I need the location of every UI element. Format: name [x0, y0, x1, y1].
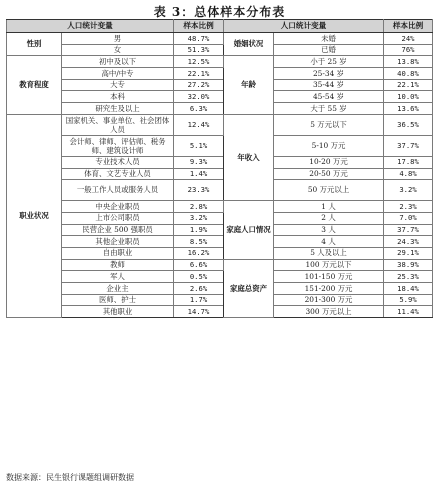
- row-value: 51.3%: [174, 44, 224, 56]
- row-label: 1 人: [274, 201, 384, 213]
- row-value: 36.5%: [384, 114, 433, 135]
- row-label: 教师: [62, 259, 174, 271]
- row-label: 女: [62, 44, 174, 56]
- row-value: 38.9%: [384, 259, 433, 271]
- row-label: 国家机关、事业单位、社会团体人员: [62, 114, 174, 135]
- row-label: 4 人: [274, 236, 384, 248]
- row-value: 16.2%: [174, 247, 224, 259]
- row-label: 研究生及以上: [62, 103, 174, 115]
- row-value: 27.2%: [174, 79, 224, 91]
- row-value: 24%: [384, 33, 433, 45]
- row-value: 18.4%: [384, 283, 433, 295]
- row-label: 151-200 万元: [274, 283, 384, 295]
- header-variable-left: 人口统计变量: [7, 20, 174, 33]
- row-label: 本科: [62, 91, 174, 103]
- row-value: 12.5%: [174, 56, 224, 68]
- row-value: 0.5%: [174, 271, 224, 283]
- table-row: [7, 180, 433, 201]
- table-header-row: [7, 20, 433, 33]
- row-value: 13.6%: [384, 103, 433, 115]
- row-value: 29.1%: [384, 247, 433, 259]
- row-value: 24.3%: [384, 236, 433, 248]
- row-label: 高中/中专: [62, 68, 174, 80]
- group-education: 教育程度: [7, 56, 62, 114]
- row-label: 专业技术人员: [62, 156, 174, 168]
- row-label: 男: [62, 33, 174, 45]
- row-label: 已婚: [274, 44, 384, 56]
- table-row: [7, 201, 433, 213]
- row-value: 9.3%: [174, 156, 224, 168]
- group-age: 年龄: [224, 56, 274, 114]
- row-label: 军人: [62, 271, 174, 283]
- row-label: 201-300 万元: [274, 294, 384, 306]
- row-label: 35-44 岁: [274, 79, 384, 91]
- row-label: 体育、文艺专业人员: [62, 168, 174, 180]
- group-gender: 性别: [7, 33, 62, 56]
- row-value: 11.4%: [384, 306, 433, 318]
- header-ratio-right: 样本比例: [384, 20, 433, 33]
- table-row: [7, 283, 433, 295]
- table-row: [7, 156, 433, 168]
- header-variable-right: 人口统计变量: [224, 20, 384, 33]
- row-value: 4.8%: [384, 168, 433, 180]
- row-label: 20-50 万元: [274, 168, 384, 180]
- row-label: 一般工作人员或服务人员: [62, 180, 174, 201]
- header-ratio-left: 样本比例: [174, 20, 224, 33]
- table-row: [7, 33, 433, 45]
- row-label: 5 人及以上: [274, 247, 384, 259]
- table-row: [7, 56, 433, 68]
- row-label: 3 人: [274, 224, 384, 236]
- row-value: 2.6%: [174, 283, 224, 295]
- data-source-note: 数据来源：民生银行课题组调研数据: [6, 473, 134, 482]
- row-value: 5.9%: [384, 294, 433, 306]
- row-label: 企业主: [62, 283, 174, 295]
- group-marital: 婚姻状况: [224, 33, 274, 56]
- row-value: 13.8%: [384, 56, 433, 68]
- table-row: [7, 247, 433, 259]
- row-label: 5-10 万元: [274, 135, 384, 156]
- row-value: 5.1%: [174, 135, 224, 156]
- sample-distribution-table: [6, 19, 433, 318]
- table-row: [7, 91, 433, 103]
- row-value: 37.7%: [384, 224, 433, 236]
- row-value: 22.1%: [384, 79, 433, 91]
- row-label: 45-54 岁: [274, 91, 384, 103]
- row-value: 10.0%: [384, 91, 433, 103]
- row-value: 14.7%: [174, 306, 224, 318]
- table-row: [7, 135, 433, 156]
- table-caption: 表 3：总体样本分布表: [153, 5, 286, 19]
- row-label: 初中及以下: [62, 56, 174, 68]
- row-value: 3.2%: [174, 212, 224, 224]
- row-value: 6.3%: [174, 103, 224, 115]
- row-label: 民营企业 500 强职员: [62, 224, 174, 236]
- table-row: [7, 224, 433, 236]
- row-value: 7.0%: [384, 212, 433, 224]
- row-value: 76%: [384, 44, 433, 56]
- row-value: 2.3%: [384, 201, 433, 213]
- row-label: 25-34 岁: [274, 68, 384, 80]
- table-row: [7, 271, 433, 283]
- row-label: 医师、护士: [62, 294, 174, 306]
- group-occupation: 职业状况: [7, 114, 62, 317]
- row-label: 10-20 万元: [274, 156, 384, 168]
- table-row: [7, 103, 433, 115]
- row-value: 12.4%: [174, 114, 224, 135]
- row-label: 上市公司职员: [62, 212, 174, 224]
- row-label: 2 人: [274, 212, 384, 224]
- table-row: [7, 236, 433, 248]
- row-label: 大专: [62, 79, 174, 91]
- row-value: 3.2%: [384, 180, 433, 201]
- group-income: 年收入: [224, 114, 274, 200]
- row-value: 37.7%: [384, 135, 433, 156]
- row-label: 其他职业: [62, 306, 174, 318]
- row-value: 17.8%: [384, 156, 433, 168]
- row-value: 6.6%: [174, 259, 224, 271]
- row-value: 48.7%: [174, 33, 224, 45]
- row-label: 300 万元以上: [274, 306, 384, 318]
- row-value: 1.4%: [174, 168, 224, 180]
- row-label: 5 万元以下: [274, 114, 384, 135]
- table-row: [7, 294, 433, 306]
- row-value: 25.3%: [384, 271, 433, 283]
- table-row: [7, 212, 433, 224]
- row-label: 自由职业: [62, 247, 174, 259]
- row-value: 1.9%: [174, 224, 224, 236]
- table-row: [7, 79, 433, 91]
- table-row: [7, 168, 433, 180]
- row-label: 大于 55 岁: [274, 103, 384, 115]
- row-value: 2.8%: [174, 201, 224, 213]
- row-value: 22.1%: [174, 68, 224, 80]
- row-value: 40.8%: [384, 68, 433, 80]
- row-label: 50 万元以上: [274, 180, 384, 201]
- row-value: 32.0%: [174, 91, 224, 103]
- table-row: [7, 44, 433, 56]
- table-row: [7, 259, 433, 271]
- row-value: 1.7%: [174, 294, 224, 306]
- table-row: [7, 306, 433, 318]
- row-label: 未婚: [274, 33, 384, 45]
- table-row: [7, 114, 433, 135]
- row-label: 100 万元以下: [274, 259, 384, 271]
- row-label: 小于 25 岁: [274, 56, 384, 68]
- row-label: 会计师、律师、评估师、税务师、建筑设计师: [62, 135, 174, 156]
- row-label: 101-150 万元: [274, 271, 384, 283]
- row-label: 其他企业职员: [62, 236, 174, 248]
- row-label: 中央企业职员: [62, 201, 174, 213]
- row-value: 8.5%: [174, 236, 224, 248]
- group-household: 家庭人口情况: [224, 201, 274, 259]
- group-assets: 家庭总资产: [224, 259, 274, 317]
- table-row: [7, 68, 433, 80]
- row-value: 23.3%: [174, 180, 224, 201]
